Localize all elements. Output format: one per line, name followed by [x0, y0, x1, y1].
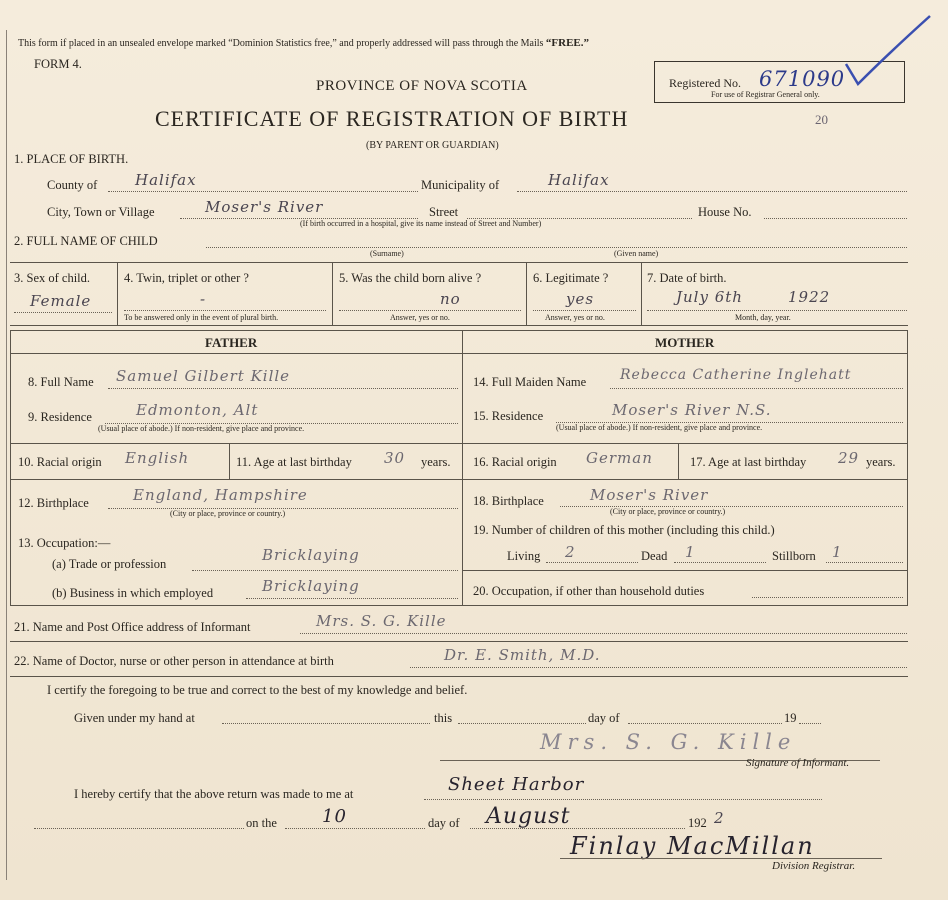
- father-name-label: 8. Full Name: [28, 375, 94, 389]
- mother-occupation-label: 20. Occupation, if other than household duties: [473, 584, 705, 598]
- living-label: Living: [507, 549, 541, 563]
- father-trade-label: (a) Trade or profession: [52, 557, 167, 571]
- mother-occupation-rule: [462, 570, 908, 571]
- mother-heading: MOTHER: [655, 335, 715, 350]
- certify-statement: I certify the foregoing to be true and correct to the best of my knowledge and belief.: [47, 683, 468, 697]
- dead-line: [674, 562, 766, 563]
- row3-divider-1: [117, 262, 118, 325]
- twin-line: [124, 310, 326, 311]
- twin-label: 4. Twin, triplet or other ?: [124, 271, 249, 285]
- mother-name-label: 14. Full Maiden Name: [473, 375, 587, 389]
- parents-right-border: [907, 330, 908, 605]
- legitimate-note: Answer, yes or no.: [545, 313, 605, 322]
- alive-label: 5. Was the child born alive ?: [339, 271, 482, 285]
- mother-racial-value: German: [586, 449, 653, 467]
- mother-age-label: 17. Age at last birthday: [690, 455, 807, 469]
- parents-left-border: [10, 330, 11, 605]
- year-line: [799, 723, 821, 724]
- return-place-value: Sheet Harbor: [448, 774, 585, 795]
- this-label: this: [434, 711, 453, 725]
- return-place-line: [424, 799, 822, 800]
- day-of-label-2: day of: [428, 816, 460, 830]
- municipality-value: Halifax: [548, 171, 610, 189]
- father-racial-value: English: [125, 449, 190, 467]
- mother-children-label: 19. Number of children of this mother (including this child.): [473, 523, 775, 537]
- father-birthplace-note: (City or place, province or country.): [170, 509, 286, 518]
- stamp-mark: 20: [815, 112, 828, 127]
- return-prefix-line: [34, 828, 244, 829]
- parents-heading-rule: [10, 353, 908, 354]
- father-business-value: Bricklaying: [262, 577, 360, 595]
- informant-rule: [10, 641, 908, 642]
- birth-date-note: Month, day, year.: [735, 313, 791, 322]
- return-year-suffix: 2: [714, 809, 725, 827]
- birth-date-line: [647, 310, 907, 311]
- informant-value: Mrs. S. G. Kille: [316, 612, 447, 630]
- father-trade-line: [192, 570, 458, 571]
- father-residence-label: 9. Residence: [28, 410, 92, 424]
- mother-residence-note: (Usual place of abode.) If non-resident, give place and province.: [556, 423, 763, 432]
- dead-value: 1: [685, 543, 696, 561]
- father-heading: FATHER: [205, 335, 258, 350]
- stillborn-value: 1: [832, 543, 843, 561]
- birth-date-value: July 6th: [676, 288, 743, 306]
- mail-notice-free: “FREE.”: [545, 37, 590, 49]
- house-number-line: [764, 218, 907, 219]
- doctor-label: 22. Name of Doctor, nurse or other person in attendance at birth: [14, 654, 334, 668]
- certificate-title: CERTIFICATE OF REGISTRATION OF BIRTH: [155, 106, 629, 131]
- county-label: County of: [47, 178, 98, 192]
- mother-residence-value: Moser's River N.S.: [612, 401, 772, 419]
- legitimate-value: yes: [566, 290, 595, 308]
- father-residence-note: (Usual place of abode.) If non-resident, give place and province.: [98, 424, 305, 433]
- return-statement: I hereby certify that the above return was made to me at: [74, 787, 354, 801]
- sex-label: 3. Sex of child.: [14, 271, 91, 285]
- mother-name-value: Rebecca Catherine Inglehatt: [620, 367, 852, 383]
- father-business-line: [246, 598, 458, 599]
- twin-note: To be answered only in the event of plural birth.: [124, 313, 279, 322]
- registrar-label: Division Registrar.: [772, 860, 856, 872]
- mother-occupation-line: [752, 597, 903, 598]
- father-age-value: 30: [384, 449, 406, 467]
- dead-label: Dead: [641, 549, 668, 563]
- father-racial-label: 10. Racial origin: [18, 455, 102, 469]
- father-racial-top-rule: [10, 443, 462, 444]
- row3-divider-2: [332, 262, 333, 325]
- registered-label: Registered No.: [669, 76, 741, 90]
- day-of-label: day of: [588, 711, 620, 725]
- sex-value: Female: [30, 292, 92, 310]
- mail-notice-text: This form if placed in an unsealed envelope marked “Dominion Statistics free,” and properly addressed will pass through the Mails: [18, 38, 544, 49]
- row3-bottom-rule: [10, 325, 908, 326]
- mother-name-line: [610, 388, 903, 389]
- province-heading: PROVINCE OF NOVA SCOTIA: [316, 78, 528, 94]
- informant-label: 21. Name and Post Office address of Informant: [14, 620, 251, 634]
- birth-date-label: 7. Date of birth.: [647, 271, 727, 285]
- legitimate-label: 6. Legitimate ?: [533, 271, 609, 285]
- mother-birthplace-note: (City or place, province or country.): [610, 507, 726, 516]
- father-trade-value: Bricklaying: [262, 546, 360, 564]
- given-under-label: Given under my hand at: [74, 711, 195, 725]
- birth-year-value: 1922: [788, 288, 831, 306]
- father-birthplace-value: England, Hampshire: [133, 486, 308, 504]
- given-name-note: (Given name): [614, 249, 659, 258]
- city-label: City, Town or Village: [47, 205, 155, 219]
- stillborn-label: Stillborn: [772, 549, 816, 563]
- mother-racial-label: 16. Racial origin: [473, 455, 557, 469]
- registrar-signature-line: [560, 858, 882, 859]
- father-name-value: Samuel Gilbert Kille: [116, 367, 291, 385]
- certificate-subtitle: (BY PARENT OR GUARDIAN): [366, 140, 499, 151]
- form-number: FORM 4.: [34, 57, 82, 71]
- living-value: 2: [565, 543, 576, 561]
- mother-residence-label: 15. Residence: [473, 409, 544, 423]
- left-margin-rule: [6, 30, 7, 880]
- month-line: [628, 723, 782, 724]
- return-day-line: [285, 828, 425, 829]
- place-of-birth-heading: 1. PLACE OF BIRTH.: [14, 152, 129, 166]
- return-day-value: 10: [322, 806, 347, 827]
- mother-age-years: years.: [866, 455, 896, 469]
- hospital-note: (If birth occurred in a hospital, give its name instead of Street and Number): [300, 219, 542, 228]
- mail-notice: [18, 37, 589, 49]
- informant-signature: Mrs. S. G. Kille: [540, 730, 797, 754]
- stillborn-line: [826, 562, 903, 563]
- mother-birthplace-label: 18. Birthplace: [473, 494, 544, 508]
- county-value: Halifax: [135, 171, 197, 189]
- father-racial-bottom-rule: [10, 479, 462, 480]
- return-month-value: August: [486, 804, 571, 829]
- mother-age-divider: [678, 443, 679, 479]
- sex-line: [14, 312, 112, 313]
- doctor-rule: [10, 676, 908, 677]
- municipality-label: Municipality of: [421, 178, 500, 192]
- father-residence-value: Edmonton, Alt: [136, 401, 259, 419]
- parents-top-rule: [10, 330, 908, 331]
- on-the-label: on the: [246, 816, 277, 830]
- mother-racial-bottom-rule: [462, 479, 908, 480]
- father-birthplace-label: 12. Birthplace: [18, 496, 89, 510]
- house-number-label: House No.: [698, 205, 752, 219]
- mother-birthplace-value: Moser's River: [590, 486, 709, 504]
- father-age-years: years.: [421, 455, 451, 469]
- registrar-use-note: For use of Registrar General only.: [711, 90, 820, 99]
- informant-signature-label: Signature of Informant.: [746, 757, 850, 769]
- parents-center-divider: [462, 330, 463, 605]
- father-business-label: (b) Business in which employed: [52, 586, 214, 600]
- father-age-label: 11. Age at last birthday: [236, 455, 352, 469]
- father-occupation-label: 13. Occupation:—: [18, 536, 111, 550]
- doctor-line: [410, 667, 907, 668]
- this-day-line: [458, 723, 586, 724]
- alive-note: Answer, yes or no.: [390, 313, 450, 322]
- legitimate-line: [533, 310, 636, 311]
- row3-divider-3: [526, 262, 527, 325]
- informant-line: [300, 633, 907, 634]
- father-name-line: [108, 388, 458, 389]
- alive-value: no: [440, 290, 461, 308]
- child-name-label: 2. FULL NAME OF CHILD: [14, 234, 158, 248]
- living-line: [546, 562, 638, 563]
- father-age-divider: [229, 443, 230, 479]
- given-place-line: [222, 723, 430, 724]
- surname-note: (Surname): [370, 249, 404, 258]
- mother-racial-top-rule: [462, 443, 908, 444]
- county-line: [108, 191, 418, 192]
- registered-number: 671090: [759, 67, 846, 91]
- row3-top-rule: [10, 262, 908, 263]
- registrar-signature: Finlay MacMillan: [570, 832, 815, 860]
- alive-line: [339, 310, 521, 311]
- checkmark-icon: [840, 12, 935, 92]
- mother-age-value: 29: [838, 449, 860, 467]
- year-prefix: 19: [784, 711, 797, 725]
- city-value: Moser's River: [205, 198, 324, 216]
- doctor-value: Dr. E. Smith, M.D.: [444, 646, 601, 664]
- parents-bottom-rule: [10, 605, 908, 606]
- return-year-prefix: 192: [688, 816, 707, 830]
- twin-value: -: [200, 290, 207, 308]
- row3-divider-4: [641, 262, 642, 325]
- municipality-line: [517, 191, 907, 192]
- street-label: Street: [429, 205, 459, 219]
- child-name-line: [206, 247, 907, 248]
